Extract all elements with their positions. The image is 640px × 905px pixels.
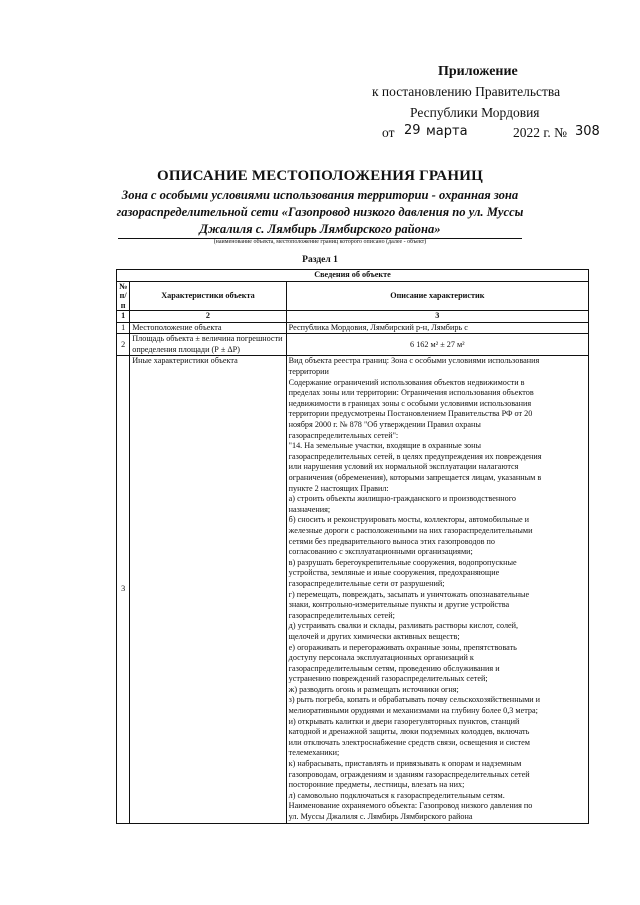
description-line: доступу персонала эксплуатационных организаций к: [288, 653, 474, 663]
description-line: к) набрасывать, приставлять и привязывать к опорам и надземным: [288, 759, 522, 769]
description-line: территории предусмотрены Постановлением Правительства РФ от 20: [288, 409, 533, 419]
description-line: в) разрушать берегоукрепительные сооружения, водопропускные: [288, 557, 517, 567]
description-line: газораспределительных сетей":: [288, 430, 399, 440]
description-line: ограничения (обременения), которыми запрещается лицам, указанным в: [288, 473, 542, 482]
appendix-month: марта: [426, 124, 468, 139]
description-line: щелочей и других химически активных веществ;: [288, 631, 460, 641]
description-line: Вид объекта реестра границ: Зона с особыми условиями использования: [288, 356, 540, 366]
row-characteristic: Площадь объекта ± величина погрешности определения площади (Р ± ΔР): [130, 334, 286, 356]
description-line: газопроводам, ограждениям и зданиям газораспределительных сетей: [288, 769, 530, 779]
object-caption: (наименование объекта, местоположение границ которого описано (далее - объект): [213, 239, 427, 245]
header-characteristic: Характеристики объекта: [130, 281, 286, 311]
appendix-line-2: Республики Мордовия: [410, 105, 540, 120]
description-line: з) рыть погреба, копать и обрабатывать почву сельскохозяйственными и: [288, 695, 541, 705]
description-line: катодной и дренажной защиты, люки подземных колодцев, включать: [288, 727, 530, 737]
row-description: Республика Мордовия, Лямбирский р-н, Лямбирь с: [286, 322, 588, 334]
description-line: назначения;: [288, 504, 331, 514]
description-line: и) открывать калитки и двери газорегуляторных пунктов, станций: [288, 716, 520, 726]
description-line: телемеханики;: [288, 748, 340, 758]
table-row: [117, 334, 589, 356]
description-line: г) перемещать, повреждать, засыпать и уничтожать опознавательные: [288, 589, 530, 599]
description-line: Содержание ограничений использования объектов недвижимости в: [288, 377, 525, 387]
description-line: устройства, земляные и иные сооружения, предохраняющие: [288, 568, 500, 578]
description-line: посторонние предметы, лестницы, влезать на них;: [288, 780, 465, 790]
header-description: Описание характеристик: [286, 281, 588, 311]
row-characteristic: Местоположение объекта: [130, 322, 286, 334]
row-characteristic: Иные характеристики объекта: [130, 356, 286, 823]
description-line: или нарушения условий их нормальной эксплуатации налагаются: [288, 462, 519, 472]
col-number-1: 1: [117, 311, 130, 323]
description-line: а) строить объекты жилищно-гражданского и производственного: [288, 494, 516, 504]
description-line: знаки, контрольно-измерительные пункты и другие устройства: [288, 600, 510, 610]
description-line: "14. На земельные участки, входящие в охранные зоны: [288, 441, 481, 451]
description-line: Наименование охраняемого объекта: Газопровод низкого давления по: [288, 801, 533, 811]
description-line: газораспределительные сети от разрушений;: [288, 578, 445, 588]
object-info-table: [116, 269, 589, 824]
row-number: 3: [117, 356, 130, 823]
description-line: пределах зоны или территории: Ограничения использования объектов: [288, 388, 534, 398]
description-line: газораспределительных сетей;: [288, 610, 395, 620]
description-line: б) сносить и реконструировать мосты, коллекторы, автомобильные и: [288, 515, 530, 525]
appendix-title: Приложение: [438, 64, 518, 79]
appendix-from-prefix: от: [382, 125, 395, 140]
description-line: недвижимости в границах зоны с особыми условиями использования: [288, 398, 532, 408]
appendix-year: 2022 г. №: [513, 125, 568, 140]
description-line: д) устраивать свалки и склады, разливать растворы кислот, солей,: [288, 621, 519, 631]
description-line: сетями без предварительного выноса этих газопроводов по: [288, 536, 496, 546]
appendix-day: 29: [404, 123, 421, 138]
subtitle-line-2: газораспределительной сети «Газопровод низкого давления по ул. Муссы: [116, 205, 524, 219]
table-row: [117, 356, 589, 823]
description-line: ноября 2000 г. № 878 "Об утверждении Правил охраны: [288, 420, 481, 430]
description-line: железные дороги с расположенными на них газораспределительными: [288, 525, 533, 535]
subtitle-line-3: Джалиля с. Лямбирь Лямбирского района»: [199, 222, 441, 236]
description-line: ж) разводить огонь и размещать источники огня;: [288, 684, 459, 694]
description-line: ул. Муссы Джалиля с. Лямбирь Лямбирского района: [288, 812, 473, 821]
description-line: мелиоративными орудиями и механизмами на глубину более 0,3 метра;: [288, 706, 538, 716]
description-line: территории: [288, 367, 329, 377]
document-title: ОПИСАНИЕ МЕСТОПОЛОЖЕНИЯ ГРАНИЦ: [157, 168, 483, 184]
appendix-number: 308: [575, 124, 600, 139]
description-line: газораспределительным сетям, проведению обслуживания и: [288, 663, 500, 673]
description-line: л) самовольно подключаться к газораспределительным сетям.: [288, 790, 505, 800]
description-line: газораспределительных сетей, в целях предупреждения их повреждения: [288, 451, 542, 461]
row-description: 6 162 м² ± 27 м²: [286, 334, 588, 356]
col-number-3: 3: [286, 311, 588, 323]
description-line: пункте 2 настоящих Правил:: [288, 483, 389, 493]
subtitle-line-1: Зона с особыми условиями использования территории - охранная зона: [121, 188, 519, 202]
table-group-header: Сведения об объекте: [117, 270, 589, 282]
section-title: Раздел 1: [302, 255, 338, 265]
description-line: согласованию с эксплуатационными организациями;: [288, 547, 473, 557]
col-number-2: 2: [130, 311, 286, 323]
description-line: или отключать электроснабжение средств связи, освещения и систем: [288, 737, 530, 747]
row-number: 2: [117, 334, 130, 356]
table-row: [117, 322, 589, 334]
appendix-line-1: к постановлению Правительства: [372, 84, 561, 99]
description-line: устранению повреждений газораспределительных сетей;: [288, 674, 488, 684]
row-description-other: [286, 356, 588, 823]
description-line: е) огораживать и перегораживать охранные зоны, препятствовать: [288, 642, 517, 652]
header-number: № п/п: [117, 281, 130, 311]
row-number: 1: [117, 322, 130, 334]
